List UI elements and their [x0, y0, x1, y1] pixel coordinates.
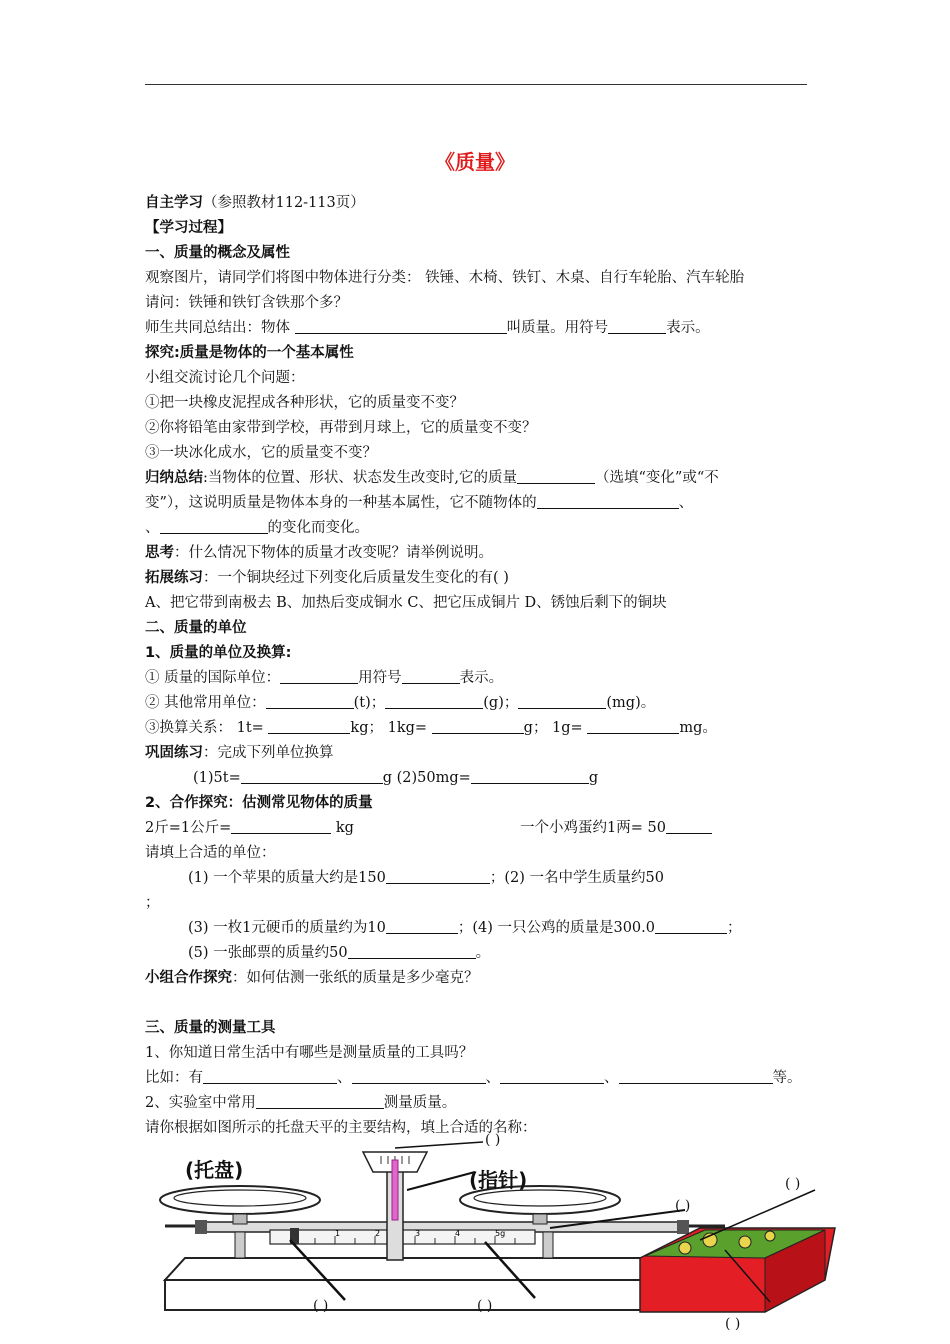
fill-line-3: (3) 一枚1元硬币的质量约为10 ；(4) 一只公鸡的质量是300.0 ；: [188, 920, 742, 936]
pointer-label: (指针): [469, 1168, 528, 1192]
balance-illustration: [145, 1130, 865, 1344]
observe-text: 观察图片，请同学们将图中物体进行分类： 铁锤、木椅、铁钉、木桌、自行车轮胎、汽车轮胎: [145, 270, 745, 286]
balance-diagram: [145, 1130, 865, 1344]
pointer-needle: [392, 1160, 398, 1220]
question-3: ③一块冰化成水，它的质量变不变？: [145, 445, 377, 461]
fill-semicolon: ；: [145, 895, 160, 911]
unit-line-3: ③换算关系： 1t= kg； 1kg= g； 1g= mg。: [145, 720, 717, 736]
summary-line-1: 归纳总结:当物体的位置、形状、状态发生改变时,它的质量 （选填“变化”或“不: [145, 470, 719, 486]
blank[interactable]: [655, 919, 727, 934]
answer-blank[interactable]: ( ): [477, 1298, 493, 1314]
scale-tick: 4: [455, 1229, 461, 1238]
page-title: 《质量》: [435, 150, 515, 174]
choices-line: A、把它带到南极去 B、加热后变成铜水 C、把它压成铜片 D、锈蚀后剩下的铜块: [145, 595, 667, 611]
blank[interactable]: [500, 1069, 604, 1084]
examples-line: 比如：有 、 、 、 等。: [145, 1070, 802, 1086]
blank[interactable]: [241, 769, 383, 784]
answer-blank[interactable]: ( ): [313, 1298, 329, 1314]
blank[interactable]: [518, 694, 606, 709]
section-1-heading: 一、质量的概念及属性: [145, 245, 290, 261]
blank[interactable]: [587, 719, 679, 734]
tools-question: 1、你知道日常生活中有哪些是测量质量的工具吗？: [145, 1045, 474, 1061]
blank[interactable]: [432, 719, 524, 734]
fill-instruction: 请填上合适的单位：: [145, 845, 276, 861]
fill-line-5: (5) 一张邮票的质量约50 。: [188, 945, 491, 961]
question-2: ②你将铅笔由家带到学校，再带到月球上，它的质量变不变？: [145, 420, 537, 436]
scale-tick: 1: [335, 1229, 341, 1238]
scale-tick: 5g: [495, 1229, 506, 1238]
extension-line: 拓展练习：一个铜块经过下列变化后质量发生变化的有( ): [145, 570, 509, 586]
jin-line: 2斤=1公斤= kg: [145, 820, 354, 836]
definition-line: 师生共同总结出：物体 叫质量。用符号 表示。: [145, 320, 710, 336]
unit-line-2: ② 其他常用单位： (t)； (g)； (mg)。: [145, 695, 656, 711]
fill-line-1: (1) 一个苹果的质量大约是150 ；(2) 一名中学生质量约50: [188, 870, 664, 886]
question-1: ①把一块橡皮泥捏成各种形状，它的质量变不变？: [145, 395, 464, 411]
unit-line-1: ① 质量的国际单位： 用符号 表示。: [145, 670, 504, 686]
lab-line: 2、实验室中常用 测量质量。: [145, 1095, 457, 1111]
answer-blank[interactable]: ( ): [785, 1176, 801, 1192]
blank[interactable]: [385, 694, 483, 709]
blank[interactable]: [666, 819, 712, 834]
blank[interactable]: [295, 319, 507, 334]
consolidate-line: 巩固练习：完成下列单位换算: [145, 745, 334, 761]
think-line: 思考：什么情况下物体的质量才改变呢？请举例说明。: [145, 545, 493, 561]
conversion-line: (1)5t= g (2)50mg= g: [193, 770, 599, 786]
blank[interactable]: [386, 919, 458, 934]
section-2-2-heading: 2、合作探究：估测常见物体的质量: [145, 795, 373, 811]
blank[interactable]: [537, 494, 679, 509]
blank[interactable]: [386, 869, 490, 884]
header-rule: [145, 84, 807, 85]
blank[interactable]: [352, 1069, 486, 1084]
summary-line-2: 变”），这说明质量是物体本身的一种基本属性，它不随物体的 、: [145, 495, 694, 511]
explore-heading: 探究:质量是物体的一个基本属性: [145, 345, 354, 361]
blank[interactable]: [348, 944, 476, 959]
egg-line: 一个小鸡蛋约1两= 50: [520, 818, 712, 838]
group-text: 小组交流讨论几个问题：: [145, 370, 305, 386]
blank[interactable]: [160, 519, 268, 534]
blank[interactable]: [619, 1069, 773, 1084]
question-text: 请问：铁锤和铁钉含铁那个多？: [145, 295, 348, 311]
scale-tick: 3: [415, 1229, 421, 1238]
scale-tick: 2: [375, 1229, 381, 1238]
answer-blank[interactable]: ( ): [725, 1316, 741, 1332]
blank[interactable]: [280, 669, 358, 684]
blank[interactable]: [608, 319, 666, 334]
blank[interactable]: [517, 469, 595, 484]
blank[interactable]: [268, 719, 350, 734]
tray-label: (托盘): [185, 1158, 244, 1182]
intro-line: 自主学习（参照教材112-113页）: [145, 195, 365, 211]
blank[interactable]: [231, 819, 331, 834]
blank[interactable]: [203, 1069, 337, 1084]
blank[interactable]: [402, 669, 460, 684]
process-heading: 【学习过程】: [145, 220, 232, 236]
coop-line: 小组合作探究：如何估测一张纸的质量是多少毫克？: [145, 970, 479, 986]
section-2-1-heading: 1、质量的单位及换算:: [145, 645, 292, 661]
blank[interactable]: [266, 694, 354, 709]
diagram-instruction: 请你根据如图所示的托盘天平的主要结构，填上合适的名称：: [145, 1120, 537, 1136]
summary-line-3: 、 的变化而变化。: [145, 520, 369, 536]
blank[interactable]: [471, 769, 589, 784]
section-3-heading: 三、质量的测量工具: [145, 1020, 276, 1036]
section-2-heading: 二、质量的单位: [145, 620, 247, 636]
blank[interactable]: [256, 1094, 384, 1109]
answer-blank[interactable]: ( ): [675, 1198, 691, 1214]
answer-blank[interactable]: ( ): [485, 1132, 501, 1148]
